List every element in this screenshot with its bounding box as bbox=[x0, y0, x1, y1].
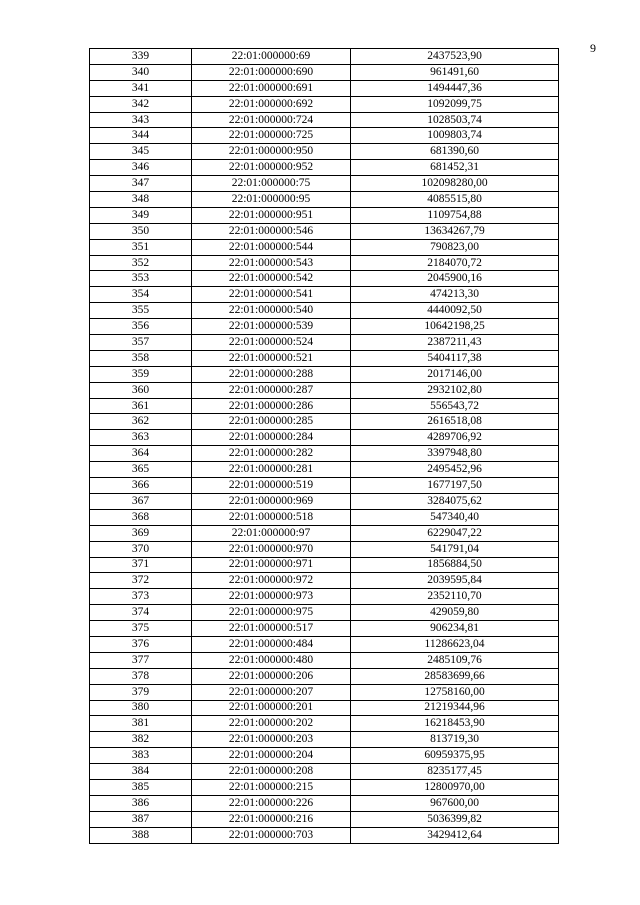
value-cell: 3284075,62 bbox=[351, 493, 559, 509]
table-row bbox=[90, 811, 559, 827]
table-row bbox=[90, 255, 559, 271]
row-number-cell: 368 bbox=[90, 509, 192, 525]
row-number-cell: 388 bbox=[90, 827, 192, 843]
table-row bbox=[90, 223, 559, 239]
value-cell: 4289706,92 bbox=[351, 430, 559, 446]
cadastral-number-cell: 22:01:000000:521 bbox=[192, 350, 351, 366]
value-cell: 6229047,22 bbox=[351, 525, 559, 541]
cadastral-number-cell: 22:01:000000:480 bbox=[192, 652, 351, 668]
table-row bbox=[90, 430, 559, 446]
cadastral-number-cell: 22:01:000000:75 bbox=[192, 176, 351, 192]
table-row bbox=[90, 509, 559, 525]
value-cell: 60959375,95 bbox=[351, 748, 559, 764]
cadastral-number-cell: 22:01:000000:207 bbox=[192, 684, 351, 700]
cadastral-number-cell: 22:01:000000:544 bbox=[192, 239, 351, 255]
row-number-cell: 375 bbox=[90, 621, 192, 637]
row-number-cell: 376 bbox=[90, 636, 192, 652]
cadastral-number-cell: 22:01:000000:970 bbox=[192, 541, 351, 557]
table-row bbox=[90, 621, 559, 637]
row-number-cell: 371 bbox=[90, 557, 192, 573]
value-cell: 3429412,64 bbox=[351, 827, 559, 843]
cadastral-number-cell: 22:01:000000:969 bbox=[192, 493, 351, 509]
table-row bbox=[90, 478, 559, 494]
cadastral-number-cell: 22:01:000000:692 bbox=[192, 96, 351, 112]
table-row bbox=[90, 176, 559, 192]
row-number-cell: 373 bbox=[90, 589, 192, 605]
row-number-cell: 347 bbox=[90, 176, 192, 192]
cadastral-number-cell: 22:01:000000:202 bbox=[192, 716, 351, 732]
row-number-cell: 361 bbox=[90, 398, 192, 414]
cadastral-number-cell: 22:01:000000:97 bbox=[192, 525, 351, 541]
value-cell: 2017146,00 bbox=[351, 366, 559, 382]
row-number-cell: 362 bbox=[90, 414, 192, 430]
cadastral-number-cell: 22:01:000000:287 bbox=[192, 382, 351, 398]
table-row bbox=[90, 827, 559, 843]
value-cell: 541791,04 bbox=[351, 541, 559, 557]
table-row bbox=[90, 446, 559, 462]
cadastral-number-cell: 22:01:000000:288 bbox=[192, 366, 351, 382]
value-cell: 1494447,36 bbox=[351, 80, 559, 96]
value-cell: 2387211,43 bbox=[351, 335, 559, 351]
cadastral-number-cell: 22:01:000000:543 bbox=[192, 255, 351, 271]
cadastral-number-cell: 22:01:000000:484 bbox=[192, 636, 351, 652]
cadastral-number-cell: 22:01:000000:216 bbox=[192, 811, 351, 827]
cadastral-number-cell: 22:01:000000:519 bbox=[192, 478, 351, 494]
cadastral-number-cell: 22:01:000000:725 bbox=[192, 128, 351, 144]
table-row bbox=[90, 557, 559, 573]
table-row bbox=[90, 398, 559, 414]
table-row bbox=[90, 96, 559, 112]
cadastral-number-cell: 22:01:000000:95 bbox=[192, 192, 351, 208]
row-number-cell: 359 bbox=[90, 366, 192, 382]
cadastral-number-cell: 22:01:000000:971 bbox=[192, 557, 351, 573]
row-number-cell: 345 bbox=[90, 144, 192, 160]
row-number-cell: 344 bbox=[90, 128, 192, 144]
table-row bbox=[90, 462, 559, 478]
table-row bbox=[90, 779, 559, 795]
value-cell: 102098280,00 bbox=[351, 176, 559, 192]
row-number-cell: 385 bbox=[90, 779, 192, 795]
row-number-cell: 378 bbox=[90, 668, 192, 684]
value-cell: 5036399,82 bbox=[351, 811, 559, 827]
table-row bbox=[90, 319, 559, 335]
cadastral-value-table-container bbox=[89, 48, 558, 844]
value-cell: 556543,72 bbox=[351, 398, 559, 414]
table-row bbox=[90, 589, 559, 605]
table-row bbox=[90, 573, 559, 589]
cadastral-number-cell: 22:01:000000:281 bbox=[192, 462, 351, 478]
value-cell: 1009803,74 bbox=[351, 128, 559, 144]
row-number-cell: 352 bbox=[90, 255, 192, 271]
row-number-cell: 379 bbox=[90, 684, 192, 700]
row-number-cell: 355 bbox=[90, 303, 192, 319]
cadastral-number-cell: 22:01:000000:546 bbox=[192, 223, 351, 239]
table-row bbox=[90, 303, 559, 319]
value-cell: 2932102,80 bbox=[351, 382, 559, 398]
row-number-cell: 387 bbox=[90, 811, 192, 827]
row-number-cell: 341 bbox=[90, 80, 192, 96]
table-row bbox=[90, 668, 559, 684]
value-cell: 2437523,90 bbox=[351, 49, 559, 65]
value-cell: 967600,00 bbox=[351, 795, 559, 811]
table-row bbox=[90, 605, 559, 621]
row-number-cell: 342 bbox=[90, 96, 192, 112]
row-number-cell: 349 bbox=[90, 207, 192, 223]
value-cell: 11286623,04 bbox=[351, 636, 559, 652]
cadastral-number-cell: 22:01:000000:524 bbox=[192, 335, 351, 351]
table-row bbox=[90, 716, 559, 732]
cadastral-number-cell: 22:01:000000:517 bbox=[192, 621, 351, 637]
table-row bbox=[90, 160, 559, 176]
cadastral-number-cell: 22:01:000000:540 bbox=[192, 303, 351, 319]
value-cell: 4085515,80 bbox=[351, 192, 559, 208]
cadastral-number-cell: 22:01:000000:950 bbox=[192, 144, 351, 160]
row-number-cell: 343 bbox=[90, 112, 192, 128]
row-number-cell: 365 bbox=[90, 462, 192, 478]
value-cell: 1856884,50 bbox=[351, 557, 559, 573]
row-number-cell: 367 bbox=[90, 493, 192, 509]
value-cell: 2616518,08 bbox=[351, 414, 559, 430]
cadastral-number-cell: 22:01:000000:973 bbox=[192, 589, 351, 605]
table-row bbox=[90, 493, 559, 509]
table-row bbox=[90, 49, 559, 65]
row-number-cell: 380 bbox=[90, 700, 192, 716]
row-number-cell: 364 bbox=[90, 446, 192, 462]
row-number-cell: 351 bbox=[90, 239, 192, 255]
row-number-cell: 382 bbox=[90, 732, 192, 748]
cadastral-number-cell: 22:01:000000:703 bbox=[192, 827, 351, 843]
value-cell: 429059,80 bbox=[351, 605, 559, 621]
value-cell: 790823,00 bbox=[351, 239, 559, 255]
table-row bbox=[90, 271, 559, 287]
cadastral-number-cell: 22:01:000000:542 bbox=[192, 271, 351, 287]
value-cell: 2495452,96 bbox=[351, 462, 559, 478]
cadastral-number-cell: 22:01:000000:691 bbox=[192, 80, 351, 96]
value-cell: 474213,30 bbox=[351, 287, 559, 303]
table-row bbox=[90, 144, 559, 160]
table-row bbox=[90, 700, 559, 716]
cadastral-number-cell: 22:01:000000:204 bbox=[192, 748, 351, 764]
value-cell: 2485109,76 bbox=[351, 652, 559, 668]
table-row bbox=[90, 414, 559, 430]
value-cell: 28583699,66 bbox=[351, 668, 559, 684]
cadastral-number-cell: 22:01:000000:226 bbox=[192, 795, 351, 811]
value-cell: 906234,81 bbox=[351, 621, 559, 637]
table-row bbox=[90, 652, 559, 668]
cadastral-number-cell: 22:01:000000:206 bbox=[192, 668, 351, 684]
cadastral-number-cell: 22:01:000000:951 bbox=[192, 207, 351, 223]
value-cell: 813719,30 bbox=[351, 732, 559, 748]
value-cell: 1677197,50 bbox=[351, 478, 559, 494]
table-row bbox=[90, 350, 559, 366]
table-row bbox=[90, 335, 559, 351]
cadastral-number-cell: 22:01:000000:208 bbox=[192, 764, 351, 780]
table-row bbox=[90, 207, 559, 223]
row-number-cell: 386 bbox=[90, 795, 192, 811]
row-number-cell: 372 bbox=[90, 573, 192, 589]
table-row bbox=[90, 748, 559, 764]
cadastral-number-cell: 22:01:000000:518 bbox=[192, 509, 351, 525]
row-number-cell: 363 bbox=[90, 430, 192, 446]
table-row bbox=[90, 192, 559, 208]
row-number-cell: 353 bbox=[90, 271, 192, 287]
value-cell: 1028503,74 bbox=[351, 112, 559, 128]
cadastral-number-cell: 22:01:000000:690 bbox=[192, 64, 351, 80]
cadastral-number-cell: 22:01:000000:201 bbox=[192, 700, 351, 716]
row-number-cell: 339 bbox=[90, 49, 192, 65]
cadastral-number-cell: 22:01:000000:203 bbox=[192, 732, 351, 748]
cadastral-number-cell: 22:01:000000:975 bbox=[192, 605, 351, 621]
row-number-cell: 370 bbox=[90, 541, 192, 557]
row-number-cell: 383 bbox=[90, 748, 192, 764]
cadastral-number-cell: 22:01:000000:286 bbox=[192, 398, 351, 414]
row-number-cell: 358 bbox=[90, 350, 192, 366]
value-cell: 681390,60 bbox=[351, 144, 559, 160]
cadastral-number-cell: 22:01:000000:972 bbox=[192, 573, 351, 589]
value-cell: 681452,31 bbox=[351, 160, 559, 176]
value-cell: 4440092,50 bbox=[351, 303, 559, 319]
page-number: 9 bbox=[590, 41, 596, 55]
value-cell: 21219344,96 bbox=[351, 700, 559, 716]
value-cell: 13634267,79 bbox=[351, 223, 559, 239]
value-cell: 3397948,80 bbox=[351, 446, 559, 462]
row-number-cell: 357 bbox=[90, 335, 192, 351]
cadastral-number-cell: 22:01:000000:541 bbox=[192, 287, 351, 303]
value-cell: 2045900,16 bbox=[351, 271, 559, 287]
value-cell: 12758160,00 bbox=[351, 684, 559, 700]
row-number-cell: 340 bbox=[90, 64, 192, 80]
row-number-cell: 346 bbox=[90, 160, 192, 176]
value-cell: 1109754,88 bbox=[351, 207, 559, 223]
table-row bbox=[90, 382, 559, 398]
value-cell: 2184070,72 bbox=[351, 255, 559, 271]
row-number-cell: 377 bbox=[90, 652, 192, 668]
row-number-cell: 381 bbox=[90, 716, 192, 732]
value-cell: 5404117,38 bbox=[351, 350, 559, 366]
table-row bbox=[90, 795, 559, 811]
cadastral-number-cell: 22:01:000000:69 bbox=[192, 49, 351, 65]
table-row bbox=[90, 636, 559, 652]
row-number-cell: 366 bbox=[90, 478, 192, 494]
table-row bbox=[90, 732, 559, 748]
cadastral-number-cell: 22:01:000000:539 bbox=[192, 319, 351, 335]
table-body bbox=[90, 49, 559, 844]
cadastral-number-cell: 22:01:000000:285 bbox=[192, 414, 351, 430]
row-number-cell: 354 bbox=[90, 287, 192, 303]
table-row bbox=[90, 128, 559, 144]
value-cell: 10642198,25 bbox=[351, 319, 559, 335]
row-number-cell: 356 bbox=[90, 319, 192, 335]
table-row bbox=[90, 239, 559, 255]
cadastral-number-cell: 22:01:000000:284 bbox=[192, 430, 351, 446]
table-row bbox=[90, 80, 559, 96]
cadastral-number-cell: 22:01:000000:952 bbox=[192, 160, 351, 176]
row-number-cell: 360 bbox=[90, 382, 192, 398]
row-number-cell: 374 bbox=[90, 605, 192, 621]
cadastral-value-table bbox=[89, 48, 559, 844]
table-row bbox=[90, 684, 559, 700]
value-cell: 16218453,90 bbox=[351, 716, 559, 732]
cadastral-number-cell: 22:01:000000:724 bbox=[192, 112, 351, 128]
table-row bbox=[90, 112, 559, 128]
table-row bbox=[90, 541, 559, 557]
cadastral-number-cell: 22:01:000000:215 bbox=[192, 779, 351, 795]
table-row bbox=[90, 764, 559, 780]
value-cell: 961491,60 bbox=[351, 64, 559, 80]
row-number-cell: 369 bbox=[90, 525, 192, 541]
row-number-cell: 348 bbox=[90, 192, 192, 208]
table-row bbox=[90, 366, 559, 382]
cadastral-number-cell: 22:01:000000:282 bbox=[192, 446, 351, 462]
value-cell: 1092099,75 bbox=[351, 96, 559, 112]
table-row bbox=[90, 64, 559, 80]
value-cell: 12800970,00 bbox=[351, 779, 559, 795]
value-cell: 2352110,70 bbox=[351, 589, 559, 605]
value-cell: 547340,40 bbox=[351, 509, 559, 525]
row-number-cell: 384 bbox=[90, 764, 192, 780]
table-row bbox=[90, 525, 559, 541]
table-row bbox=[90, 287, 559, 303]
value-cell: 2039595,84 bbox=[351, 573, 559, 589]
value-cell: 8235177,45 bbox=[351, 764, 559, 780]
row-number-cell: 350 bbox=[90, 223, 192, 239]
